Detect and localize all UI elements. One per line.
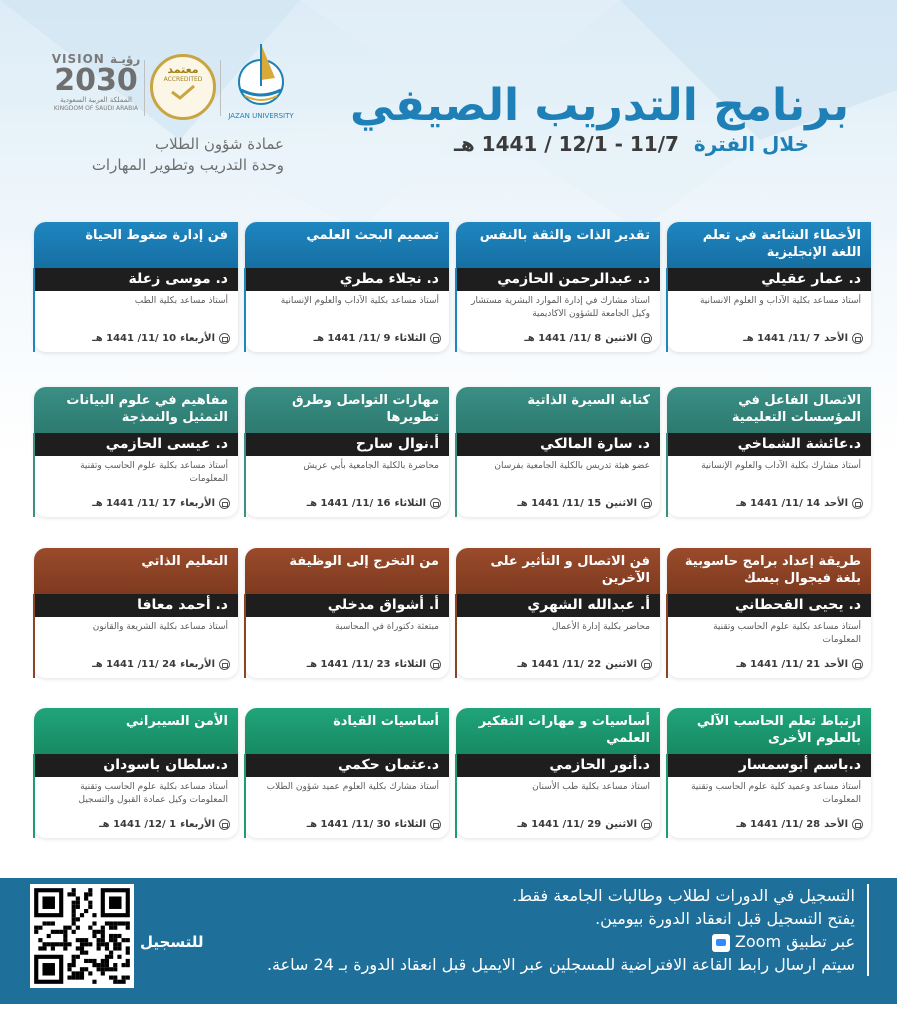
- course-date-value: 1 /12/ 1441 هـ: [99, 819, 177, 830]
- presenter-desc: محاضرة بالكلية الجامعية بأبي عريش: [303, 461, 439, 471]
- course-day: الأحد: [824, 819, 848, 830]
- course-title: كتابة السيرة الذاتية: [456, 387, 660, 433]
- logos: [36, 42, 306, 122]
- calendar-icon: [641, 333, 652, 344]
- course-card: [667, 548, 871, 678]
- presenter-name: د. عمار عقيلي: [667, 268, 871, 291]
- course-date: [253, 819, 441, 830]
- card-accent-line: [33, 433, 35, 517]
- presenter-name: د. أحمد معافا: [34, 594, 238, 617]
- course-card: [456, 708, 660, 838]
- course-card: [245, 222, 449, 352]
- course-date-value: 22 /11/ 1441 هـ: [517, 659, 602, 670]
- course-date-value: 30 /11/ 1441 هـ: [306, 819, 391, 830]
- course-date-value: 16 /11/ 1441 هـ: [306, 498, 391, 509]
- course-date-value: 28 /11/ 1441 هـ: [736, 819, 821, 830]
- course-date: [42, 333, 230, 344]
- course-card: [34, 222, 238, 352]
- course-date-value: 7 /11/ 1441 هـ: [743, 333, 821, 344]
- info-line2: يفتح التسجيل قبل انعقاد الدورة بيومين.: [595, 909, 855, 928]
- calendar-icon: [219, 659, 230, 670]
- course-day: الأحد: [824, 333, 848, 344]
- course-title: فن الاتصال و التأثير على الآخرين: [456, 548, 660, 594]
- course-date: [42, 498, 230, 509]
- register-label: للتسجيل: [140, 933, 204, 951]
- course-title: الاتصال الفاعل في المؤسسات التعليمية: [667, 387, 871, 433]
- department: [54, 134, 284, 176]
- calendar-icon: [430, 498, 441, 509]
- calendar-icon: [219, 333, 230, 344]
- course-date-value: 21 /11/ 1441 هـ: [736, 659, 821, 670]
- course-title: التعليم الذاتي: [34, 548, 238, 594]
- course-title: طريقة إعداد برامج حاسوبية بلغة فيجوال بيسك: [667, 548, 871, 594]
- course-title: أساسيات و مهارات التفكير العلمي: [456, 708, 660, 754]
- card-accent-line: [666, 268, 668, 352]
- university-en: JAZAN UNIVERSITY: [228, 112, 294, 120]
- card-accent-line: [244, 594, 246, 678]
- course-day: الأربعاء: [180, 819, 215, 830]
- course-card: [245, 548, 449, 678]
- presenter-name: د. يحيى القحطاني: [667, 594, 871, 617]
- presenter-desc: أستاذ مساعد بكلية علوم الحاسب وتقنية المعلومات: [80, 461, 228, 484]
- presenter-desc: أستاذ مساعد بكلية علوم الحاسب وتقنية المعلومات وكيل عمادة القبول والتسجيل: [78, 782, 228, 805]
- presenter-name: د.عائشة الشماخي: [667, 433, 871, 456]
- course-date-value: 17 /11/ 1441 هـ: [92, 498, 177, 509]
- course-day: الاثنين: [605, 498, 637, 509]
- course-date: [464, 819, 652, 830]
- card-accent-line: [666, 754, 668, 838]
- course-date: [675, 659, 863, 670]
- course-date: [675, 498, 863, 509]
- course-day: الأربعاء: [180, 498, 215, 509]
- calendar-icon: [219, 498, 230, 509]
- course-date: [253, 659, 441, 670]
- course-date: [253, 498, 441, 509]
- card-accent-line: [455, 268, 457, 352]
- presenter-name: أ. أشواق مدخلي: [245, 594, 449, 617]
- vision-en: KINGDOM OF SAUDI ARABIA: [53, 105, 139, 112]
- presenter-desc: أستاذ مساعد وعميد كلية علوم الحاسب وتقنية المعلومات: [691, 782, 861, 805]
- calendar-icon: [852, 498, 863, 509]
- course-title: تقدير الذات والثقة بالنفس: [456, 222, 660, 268]
- vision-ar: المملكة العربية السعودية: [60, 96, 132, 104]
- course-date-value: 15 /11/ 1441 هـ: [517, 498, 602, 509]
- presenter-desc: عضو هيئة تدريس بالكلية الجامعية بفرسان: [494, 461, 650, 471]
- course-title: تصميم البحث العلمي: [245, 222, 449, 268]
- presenter-name: د.عثمان حكمي: [245, 754, 449, 777]
- check-icon: [168, 83, 198, 101]
- calendar-icon: [852, 333, 863, 344]
- vision-label: VISION رؤيـة: [51, 52, 141, 66]
- card-accent-line: [33, 754, 35, 838]
- department-line1: عمادة شؤون الطلاب: [155, 135, 284, 153]
- vision-year: 2030: [54, 63, 138, 98]
- divider: [144, 60, 145, 116]
- presenter-name: د. موسى زعلة: [34, 268, 238, 291]
- course-date: [253, 333, 441, 344]
- course-title: فن إدارة ضغوط الحياة: [34, 222, 238, 268]
- calendar-icon: [852, 659, 863, 670]
- course-day: الأربعاء: [180, 659, 215, 670]
- presenter-name: أ. عبدالله الشهري: [456, 594, 660, 617]
- course-day: الاثنين: [605, 659, 637, 670]
- card-accent-line: [244, 433, 246, 517]
- course-day: الأحد: [824, 659, 848, 670]
- course-title: ارتباط تعلم الحاسب الآلي بالعلوم الأخرى: [667, 708, 871, 754]
- presenter-desc: استاذ مشارك في إدارة الموارد البشرية مستشار وكيل الجامعة للشؤون الاكاديمية: [471, 296, 650, 319]
- calendar-icon: [430, 819, 441, 830]
- zoom-icon: [712, 934, 730, 952]
- course-card: [245, 708, 449, 838]
- info-line4: سيتم ارسال رابط القاعة الافتراضية للمسجلين عبر الايميل قبل انعقاد الدورة بـ 24 ساعة.: [266, 955, 855, 974]
- course-date: [675, 333, 863, 344]
- card-accent-line: [455, 433, 457, 517]
- course-date: [42, 659, 230, 670]
- presenter-desc: مبتعثة دكتوراة في المحاسبة: [335, 622, 439, 632]
- presenter-desc: أستاذ مساعد بكلية الآداب والعلوم الإنسانية: [280, 296, 439, 306]
- vision-2030-logo: [46, 52, 146, 113]
- course-date-value: 10 /11/ 1441 هـ: [92, 333, 177, 344]
- calendar-icon: [641, 498, 652, 509]
- page-title: برنامج التدريب الصيفي: [349, 80, 849, 131]
- presenter-name: أ.نوال سارح: [245, 433, 449, 456]
- presenter-name: د.باسم أبوسمسار: [667, 754, 871, 777]
- course-title: مهارات التواصل وطرق تطويرها: [245, 387, 449, 433]
- course-card: [456, 548, 660, 678]
- course-date: [464, 498, 652, 509]
- period-label: خلال الفترة: [693, 132, 809, 156]
- course-day: الثلاثاء: [394, 819, 426, 830]
- presenter-name: د.أنور الحازمي: [456, 754, 660, 777]
- card-accent-line: [666, 433, 668, 517]
- course-date-value: 9 /11/ 1441 هـ: [313, 333, 391, 344]
- info-line1: التسجيل في الدورات لطلاب وطالبات الجامعة فقط.: [512, 886, 855, 905]
- course-date-value: 14 /11/ 1441 هـ: [736, 498, 821, 509]
- course-day: الثلاثاء: [394, 659, 426, 670]
- course-day: الاثنين: [605, 819, 637, 830]
- calendar-icon: [219, 819, 230, 830]
- course-title: أساسيات القيادة: [245, 708, 449, 754]
- info-line3-wrap: [179, 930, 855, 953]
- course-card: [245, 387, 449, 517]
- card-accent-line: [244, 754, 246, 838]
- card-accent-line: [666, 594, 668, 678]
- presenter-name: د.سلطان باسودان: [34, 754, 238, 777]
- course-card: [34, 548, 238, 678]
- course-day: الأحد: [824, 498, 848, 509]
- presenter-desc: أستاذ مساعد بكلية الطب: [134, 296, 228, 306]
- course-title: من التخرج إلى الوظيفة: [245, 548, 449, 594]
- course-card: [667, 708, 871, 838]
- qr-code-icon[interactable]: [30, 884, 134, 988]
- card-accent-line: [33, 268, 35, 352]
- accredited-ar: معتمد: [167, 63, 199, 76]
- calendar-icon: [641, 819, 652, 830]
- course-title: الأمن السيبراني: [34, 708, 238, 754]
- registration-info: [179, 884, 869, 976]
- course-date-value: 24 /11/ 1441 هـ: [92, 659, 177, 670]
- info-line3: عبر تطبيق Zoom: [734, 932, 855, 951]
- presenter-desc: أستاذ مساعد بكلية علوم الحاسب وتقنية المعلومات: [713, 622, 861, 645]
- course-card: [456, 387, 660, 517]
- course-date-value: 29 /11/ 1441 هـ: [517, 819, 602, 830]
- course-date: [464, 659, 652, 670]
- course-card: [667, 387, 871, 517]
- card-accent-line: [244, 268, 246, 352]
- period: [454, 132, 809, 156]
- course-date: [42, 819, 230, 830]
- course-title: الأخطاء الشائعة في تعلم اللغة الإنجليزية: [667, 222, 871, 268]
- divider: [220, 60, 221, 116]
- calendar-icon: [641, 659, 652, 670]
- presenter-desc: أستاذ مشارك بكلية العلوم عميد شؤون الطلاب: [266, 782, 439, 792]
- course-day: الاثنين: [605, 333, 637, 344]
- presenter-desc: أستاذ مساعد بكلية الشريعة والقانون: [92, 622, 228, 632]
- card-accent-line: [455, 594, 457, 678]
- card-accent-line: [455, 754, 457, 838]
- course-day: الثلاثاء: [394, 333, 426, 344]
- presenter-desc: أستاذ مساعد بكلية الآداب و العلوم الانسانية: [699, 296, 861, 306]
- presenter-name: د. نجلاء مطري: [245, 268, 449, 291]
- presenter-name: د. عيسى الحازمي: [34, 433, 238, 456]
- sail-icon: [231, 42, 291, 108]
- department-line2: وحدة التدريب وتطوير المهارات: [91, 156, 284, 174]
- course-date: [675, 819, 863, 830]
- period-dates: 11/7 - 12/1 / 1441 هـ: [454, 132, 679, 156]
- accredited-en: ACCREDITED: [163, 76, 203, 83]
- calendar-icon: [852, 819, 863, 830]
- accredited-seal: [150, 54, 216, 120]
- course-card: [34, 708, 238, 838]
- presenter-desc: محاضر بكلية إدارة الأعمال: [551, 622, 650, 632]
- course-date: [464, 333, 652, 344]
- course-card: [667, 222, 871, 352]
- card-accent-line: [33, 594, 35, 678]
- course-title: مفاهيم في علوم البيانات التمثيل والنمذجة: [34, 387, 238, 433]
- course-day: الأربعاء: [180, 333, 215, 344]
- presenter-desc: استاذ مساعد بكلية طب الأسنان: [532, 782, 650, 792]
- jazan-university-logo: [226, 42, 296, 122]
- calendar-icon: [430, 659, 441, 670]
- calendar-icon: [430, 333, 441, 344]
- course-date-value: 8 /11/ 1441 هـ: [524, 333, 602, 344]
- presenter-desc: أستاذ مشارك بكلية الآداب والعلوم الإنسانية: [701, 461, 861, 471]
- presenter-name: د. سارة المالكي: [456, 433, 660, 456]
- presenter-name: د. عبدالرحمن الحازمي: [456, 268, 660, 291]
- course-card: [456, 222, 660, 352]
- course-date-value: 23 /11/ 1441 هـ: [306, 659, 391, 670]
- course-card: [34, 387, 238, 517]
- course-day: الثلاثاء: [394, 498, 426, 509]
